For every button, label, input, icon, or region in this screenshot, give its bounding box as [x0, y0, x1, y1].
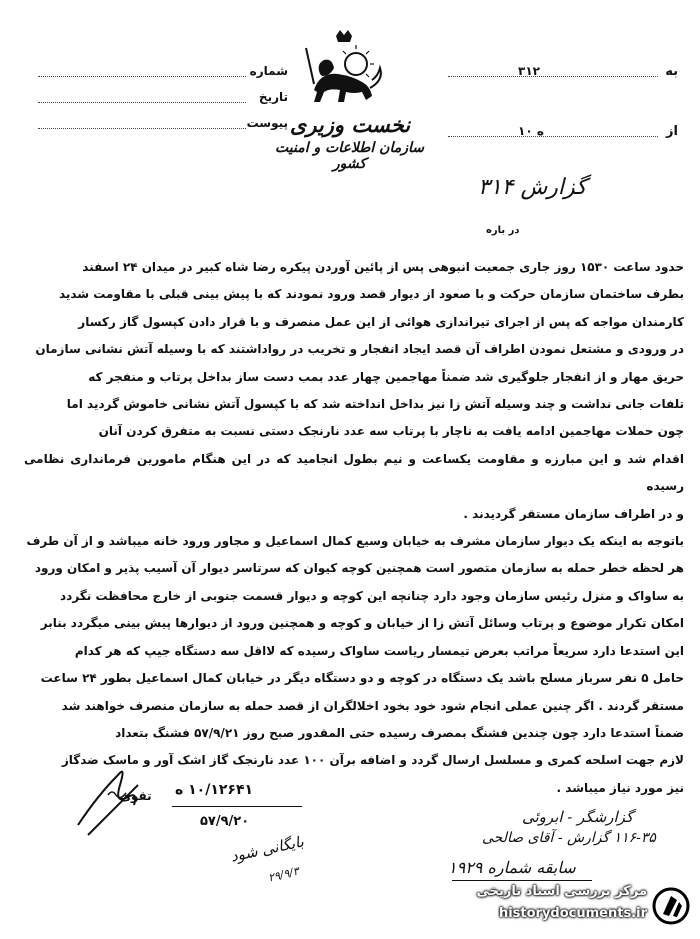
watermark — [470, 880, 695, 935]
date-label: تاریخ — [258, 90, 288, 104]
body-line: امکان تکرار موضوع و پرتاب وسائل آتش زا از خیابان و کوچه و همچنین ورود از دیوارها پیش بینی میگردد بنابر — [40, 616, 684, 631]
attachment-field — [38, 114, 288, 140]
lion-and-sun-emblem-icon — [300, 30, 388, 110]
from-value: ۱۰ ه — [518, 124, 544, 138]
body-line: در ورودی و مشتعل نمودن اطراف آن قصد ایجاد انفجار و تخریب در رواداشتند که با وسیله آتش نشانی سازمان — [35, 342, 684, 357]
to-value: ۳۱۲ — [518, 64, 540, 78]
number-field — [38, 62, 288, 88]
body-line: حامل ۵ نفر سرباز مسلح باشد یک دستگاه در کوچه و دو دستگاه دیگر در خیابان کمال اسماعیل بطور ۲۴ ساعت — [40, 671, 684, 686]
to-field — [448, 62, 678, 122]
body-line: مستقر گردند . اگر چنین عملی انجام شود خود بخود اخلالگران از قصد حمله به سازمان منصرف خواهند شد — [61, 698, 684, 713]
organization-name: سازمان اطلاعات و امنیت کشور — [275, 140, 424, 172]
body-line: چون حملات مهاجمین ادامه یافت به ناچار با پرتاب سه عدد نارنجک دستی نسبت به متفرق کردن آنان — [98, 424, 684, 439]
body-line: هر لحظه خطر حمله به سازمان متصور است همچنین کوچه کیوان که سرتاسر دیوار آن آسیب پذیر و امکان ورود — [34, 561, 684, 576]
date-field — [38, 88, 288, 114]
from-label: از — [666, 124, 678, 139]
attachment-label: پیوست — [246, 116, 288, 130]
subject-label: در باره — [486, 225, 520, 236]
body-line: حریق مهار و از انفجار جلوگیری شد ضمناً مهاجمین چهار عدد بمب دست ساز بداخل پرتاب و منفجر که — [88, 369, 684, 384]
header-left-fields — [38, 62, 288, 140]
reference-number: ۱۰/۱۲۶۴۱ ه — [175, 782, 254, 798]
archive-logo-icon — [651, 886, 691, 926]
to-label: به — [665, 64, 678, 79]
reporter-note: گزارشگر - ابروئی — [522, 808, 634, 826]
body-line: بطرف ساختمان سازمان حرکت و با صعود از دیوار قصد ورود نمودند که با پیش بینی قبلی با مقاومت شدید — [58, 287, 684, 302]
header-right-fields — [448, 62, 678, 182]
report-number: گزارش ۳۱۴ — [478, 175, 587, 200]
reference-divider — [172, 806, 302, 807]
body-line: اقدام شد و این مبارزه و مقاومت یکساعت و نیم بطول انجامید که در این هنگام مامورین فرمانداری نظامی رسیده — [24, 451, 684, 494]
body-line: ضمناً استدعا دارد چون چندین فشنگ بمصرف رسیده حتی المقدور صبح روز ۵۷/۹/۲۱ فشنگ بتعداد — [115, 725, 684, 740]
body-line: و در اطراف سازمان مستقر گردیدند . — [463, 506, 684, 521]
archive-note-date: ۲۹/۹/۳ — [266, 864, 301, 885]
body-line: باتوجه به اینکه یک دیوار سازمان مشرف به خیابان وسیع کمال اسماعیل و مجاور ورود خانه میباشد و از آن طرف — [26, 534, 684, 549]
body-line: کارمندان مواجه که پس از اجرای تیراندازی هوائی از این عمل منصرف و با قرار دادن کپسول گاز رکسار — [78, 314, 684, 329]
archive-note: بایگانی شود — [228, 832, 306, 866]
body-line: تلفات جانی نداشت و چند وسیله آتش زا نیز بداخل انداخته شد که با کپسول آتش نشانی خاموش گردید اما — [66, 397, 684, 412]
body-line: به ساواک و منزل رئیس سازمان وجود دارد چنانچه این کوچه و دیوار قسمت جنوبی از خارج محافظت نگردد — [60, 588, 684, 603]
document-body — [24, 254, 684, 802]
body-line: این استدعا دارد سریعاً مراتب بعرض تیمسار ریاست ساواک رسیده که لااقل سه دستگاه جیپ که هر کدام — [74, 643, 684, 658]
watermark-url: historydocuments.ir — [498, 906, 647, 921]
sender-note: ۱۱۶-۳۵ گزارش - آقای صالحی — [482, 830, 656, 846]
watermark-title: مرکز بررسی اسناد تاریخی — [476, 884, 647, 899]
from-field — [448, 122, 678, 182]
body-line: نیز مورد نیاز میباشد . — [556, 780, 684, 795]
body-line: حدود ساعت ۱۵۳۰ روز جاری جمعیت انبوهی پس از پائین آوردن پیکره رضا شاه کبیر در میدان ۲۴ اسفند — [82, 260, 684, 274]
reference-date: ۵۷/۹/۲۰ — [200, 814, 250, 829]
reference-name: تقوی — [120, 789, 152, 803]
outgoing-number: سابقه شماره ۱۹۲۹ — [448, 858, 576, 877]
ministry-title: نخست وزیری — [289, 112, 411, 137]
body-line: لازم جهت اسلحه کمری و مسلسل ارسال گردد و اضافه برآن ۱۰۰ عدد نارنجک گاز اشک آور و ماسک ضدگاز — [61, 753, 684, 768]
number-label: شماره — [249, 64, 288, 78]
